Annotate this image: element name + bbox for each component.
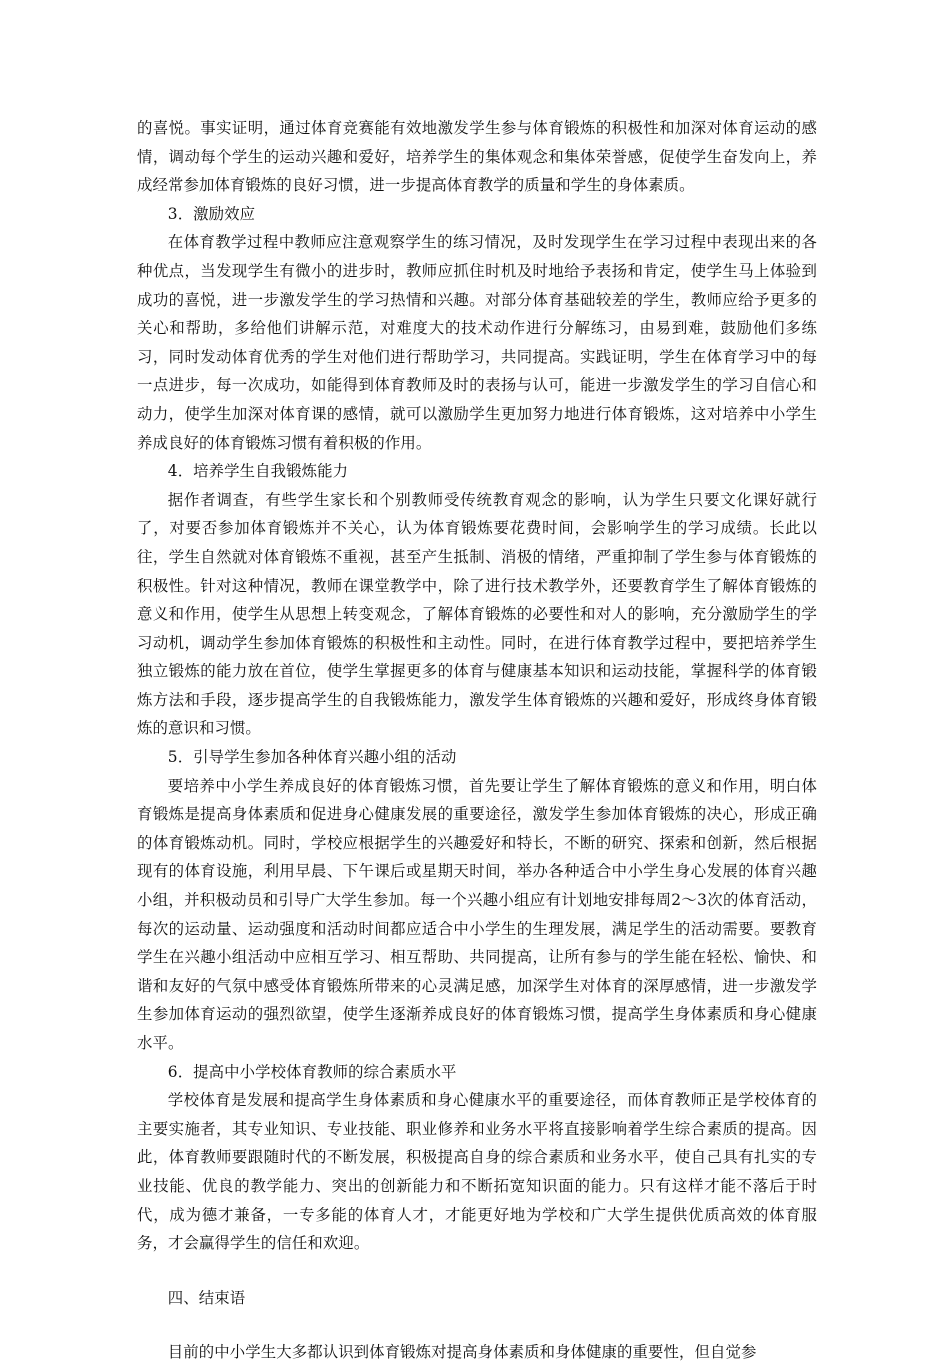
- paragraph-teacher-quality: 学校体育是发展和提高学生身体素质和身心健康水平的重要途径，而体育教师正是学校体育的主要实施者，其专业知识、专业技能、职业修养和业务水平将直接影响着学生综合素质的提高。因此，体育教师要跟随时代的不断发展，积极提高自身的综合素质和业务水平，使自己具有扎实的专业技能、优良的教学能力、突出的创新能力和不断拓宽知识面的能力。只有这样才能不落后于时代，成为德才兼备，一专多能的体育人才，才能更好地为学校和广大学生提供优质高效的体育服务，才会赢得学生的信任和欢迎。: [137, 1091, 817, 1253]
- paragraph-incentive-effect: 在体育教学过程中教师应注意观察学生的练习情况，及时发现学生在学习过程中表现出来的各种优点，当发现学生有微小的进步时，教师应抓住时机及时地给予表扬和肯定，使学生马上体验到成功的喜悦，进一步激发学生的学习热情和兴趣。对部分体育基础较差的学生，教师应给予更多的关心和帮助，多给他们讲解示范，对难度大的技术动作进行分解练习，由易到难，鼓励他们多练习，同时发动体育优秀的学生对他们进行帮助学习，共同提高。实践证明，学生在体育学习中的每一点进步，每一次成功，如能得到体育教师及时的表扬与认可，能进一步激发学生的学习自信心和动力，使学生加深对体育课的感情，就可以激励学生更加努力地进行体育锻炼，这对培养中小学生养成良好的体育锻炼习惯有着积极的作用。: [137, 233, 817, 452]
- paragraph-continuation: 的喜悦。事实证明，通过体育竞赛能有效地激发学生参与体育锻炼的积极性和加深对体育运动的感情，调动每个学生的运动兴趣和爱好，培养学生的集体观念和集体荣誉感，促使学生奋发向上，养成经常参加体育锻炼的良好习惯，进一步提高体育教学的质量和学生的身体素质。: [137, 119, 817, 195]
- subheading-incentive-effect: 3．激励效应: [167, 204, 256, 223]
- document-body: [137, 114, 817, 1367]
- paragraph-interest-groups: 要培养中小学生养成良好的体育锻炼习惯，首先要让学生了解体育锻炼的意义和作用，明白体育锻炼是提高身体素质和促进身心健康发展的重要途径，激发学生参加体育锻炼的决心，形成正确的体育锻炼动机。同时，学校应根据学生的兴趣爱好和特长，不断的研究、探索和创新，然后根据现有的体育设施，利用早晨、下午课后或星期天时间，举办各种适合中小学生身心发展的体育兴趣小组，并积极动员和引导广大学生参加。每一个兴趣小组应有计划地安排每周2～3次的体育活动，每次的运动量、运动强度和活动时间都应适合中小学生的生理发展，满足学生的活动需要。要教育学生在兴趣小组活动中应相互学习、相互帮助、共同提高，让所有参与的学生能在轻松、愉快、和谐和友好的气氛中感受体育锻炼所带来的心灵满足感，加深学生对体育的深厚感情，进一步激发学生参加体育运动的强烈欲望，使学生逐渐养成良好的体育锻炼习惯，提高学生身体素质和身心健康水平。: [137, 776, 817, 1052]
- paragraph-conclusion: 目前的中小学生大多都认识到体育锻炼对提高身体素质和身体健康的重要性，但自觉参: [167, 1343, 757, 1362]
- subheading-self-exercise-ability: 4．培养学生自我锻炼能力: [167, 462, 349, 481]
- section-heading-conclusion: 四、结束语: [167, 1288, 246, 1307]
- subheading-interest-groups: 5．引导学生参加各种体育兴趣小组的活动: [167, 748, 457, 767]
- paragraph-self-exercise-ability: 据作者调查，有些学生家长和个别教师受传统教育观念的影响，认为学生只要文化课好就行了，对要否参加体育锻炼并不关心，认为体育锻炼要花费时间，会影响学生的学习成绩。长此以往，学生自然就对体育锻炼不重视，甚至产生抵制、消极的情绪，严重抑制了学生参与体育锻炼的积极性。针对这种情况，教师在课堂教学中，除了进行技术教学外，还要教育学生了解体育锻炼的意义和作用，使学生从思想上转变观念，了解体育锻炼的必要性和对人的影响，充分激励学生的学习动机，调动学生参加体育锻炼的积极性和主动性。同时，在进行体育教学过程中，要把培养学生独立锻炼的能力放在首位，使学生掌握更多的体育与健康基本知识和运动技能，掌握科学的体育锻炼方法和手段，逐步提高学生的自我锻炼能力，激发学生体育锻炼的兴趣和爱好，形成终身体育锻炼的意识和习惯。: [137, 490, 817, 738]
- subheading-teacher-quality: 6．提高中小学校体育教师的综合素质水平: [167, 1062, 457, 1081]
